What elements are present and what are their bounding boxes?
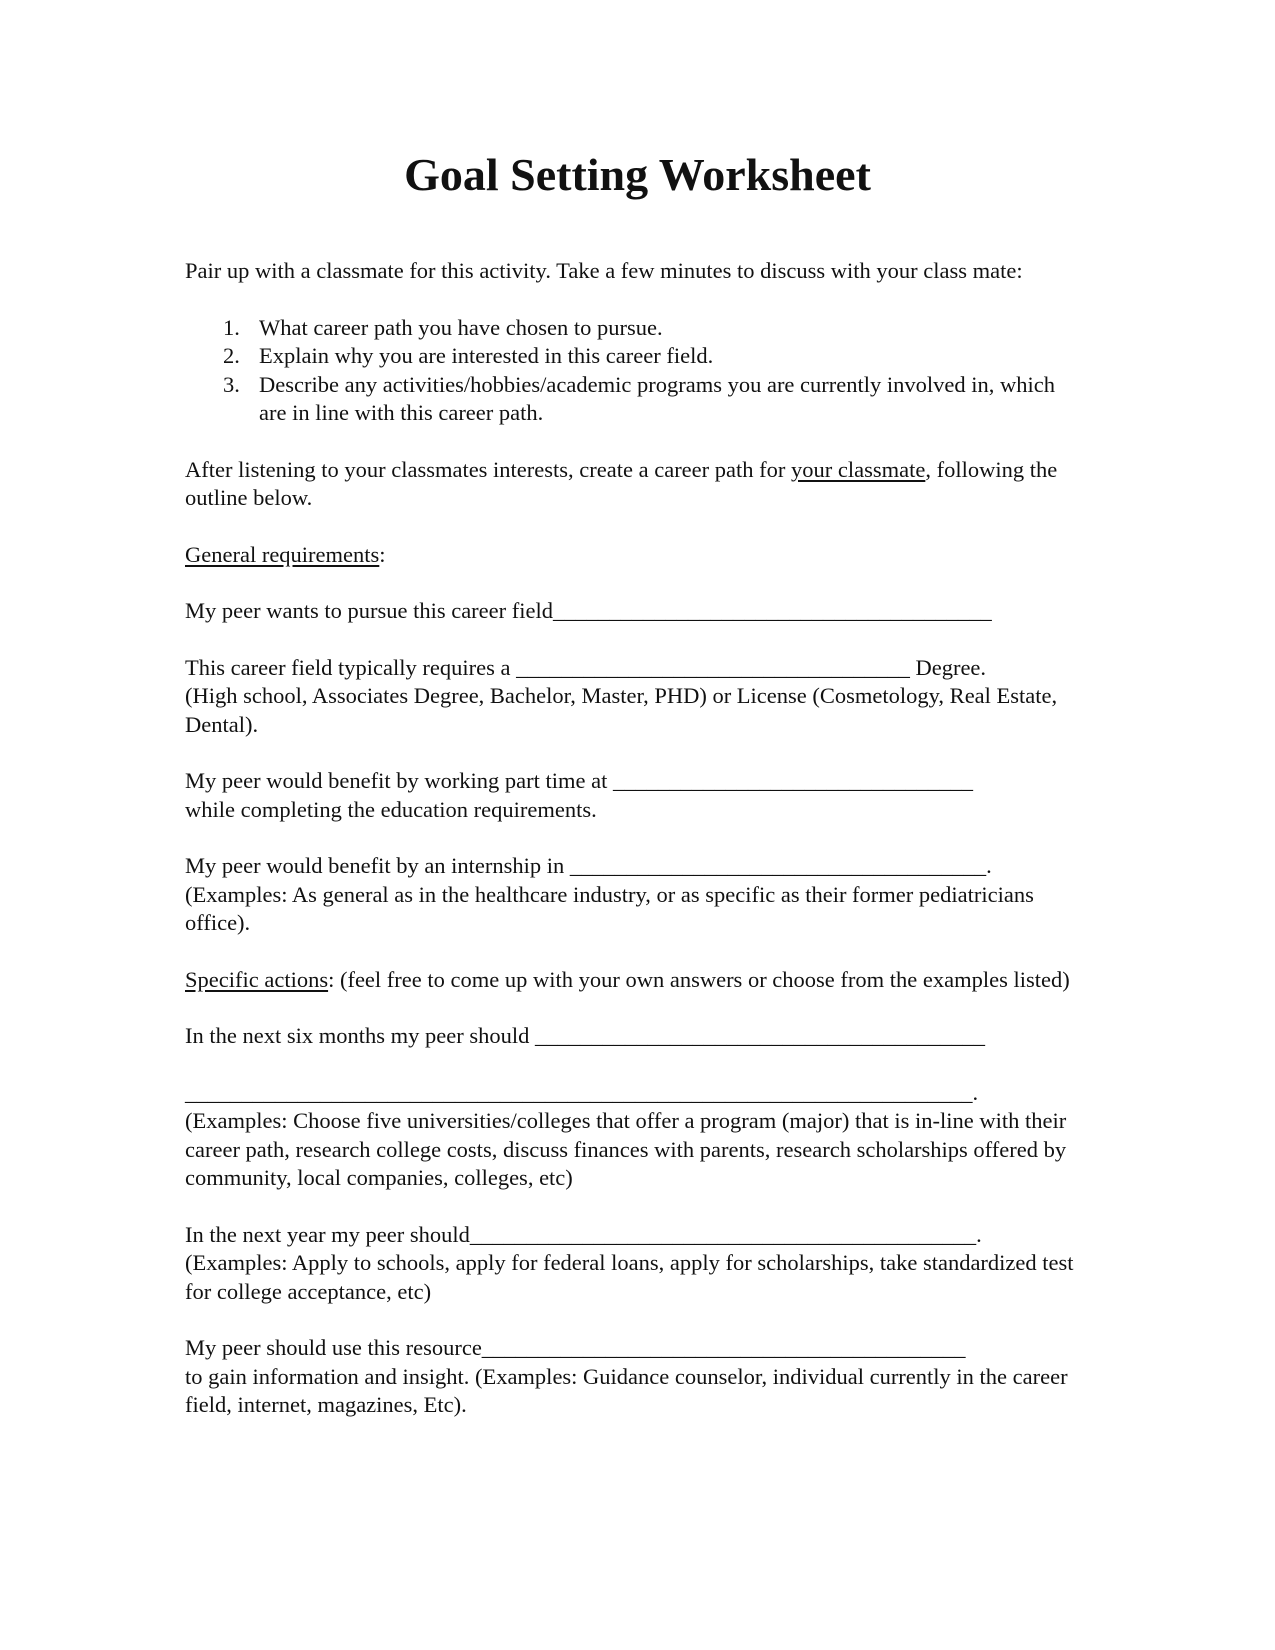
list-item-number: 3. xyxy=(223,371,240,397)
degree-line: This career field typically requires a ___________________________________ Degree. xyxy=(185,654,987,680)
after-listening-lead: After listening to your classmates interests, create a career path for xyxy=(185,456,791,482)
specific-actions-paragraph xyxy=(185,966,1085,995)
six-months-line: In the next six months my peer should ________________________________________ xyxy=(185,1023,985,1048)
resource-line: My peer should use this resource___________________________________________ xyxy=(185,1335,966,1360)
six-months-blank-line: ______________________________________________________________________. xyxy=(185,1079,979,1105)
list-item-number: 1. xyxy=(223,314,240,340)
next-year-examples: (Examples: Apply to schools, apply for federal loans, apply for scholarships, take standardized test for college acceptance, etc) xyxy=(185,1250,1074,1304)
part-time-line: My peer would benefit by working part time at ________________________________ xyxy=(185,768,974,793)
after-listening-paragraph xyxy=(185,456,1085,513)
part-time-continuation: while completing the education requirements. xyxy=(185,796,597,822)
list-item xyxy=(185,371,1085,428)
list-item-text: What career path you have chosen to pursue. xyxy=(259,314,663,340)
six-months-examples: (Examples: Choose five universities/colleges that offer a program (major) that is in-line with their career path, research college costs, discuss finances with parents, research scholarships offered by community, local companies, colleges, etc) xyxy=(185,1108,1067,1190)
page-title: Goal Setting Worksheet xyxy=(404,149,871,200)
internship-line: My peer would benefit by an internship in _____________________________________. xyxy=(185,853,992,878)
specific-actions-text: : (feel free to come up with your own answers or choose from the examples listed) xyxy=(328,966,1070,992)
heading-colon: : xyxy=(379,541,386,567)
list-item-number: 2. xyxy=(223,343,240,368)
list-item-text: Describe any activities/hobbies/academic programs you are currently involved in, which are in line with this career path. xyxy=(259,371,1055,425)
your-classmate-underlined: your classmate xyxy=(791,456,926,482)
list-item-text: Explain why you are interested in this career field. xyxy=(259,343,714,368)
degree-examples: (High school, Associates Degree, Bachelor, Master, PHD) or License (Cosmetology, Real Estate, Dental). xyxy=(185,683,1058,737)
specific-actions-label: Specific actions xyxy=(185,966,329,992)
discussion-list xyxy=(185,314,1085,428)
general-requirements-label: General requirements xyxy=(185,541,380,567)
worksheet-body xyxy=(185,257,1085,1420)
intro-paragraph: Pair up with a classmate for this activity. Take a few minutes to discuss with your class mate: xyxy=(185,258,1023,283)
next-year-line: In the next year my peer should_____________________________________________. xyxy=(185,1221,982,1247)
after-listening-tail: , following the outline below. xyxy=(185,456,1058,510)
internship-examples: (Examples: As general as in the healthcare industry, or as specific as their former pediatricians office). xyxy=(185,881,1034,935)
list-item xyxy=(185,342,1085,371)
list-item xyxy=(185,314,1085,343)
general-requirements-heading xyxy=(185,541,1085,570)
career-field-line: My peer wants to pursue this career field_______________________________________ xyxy=(185,598,992,623)
resource-continuation: to gain information and insight. (Examples: Guidance counselor, individual currently in the career field, internet, magazines, Etc). xyxy=(185,1363,1068,1417)
